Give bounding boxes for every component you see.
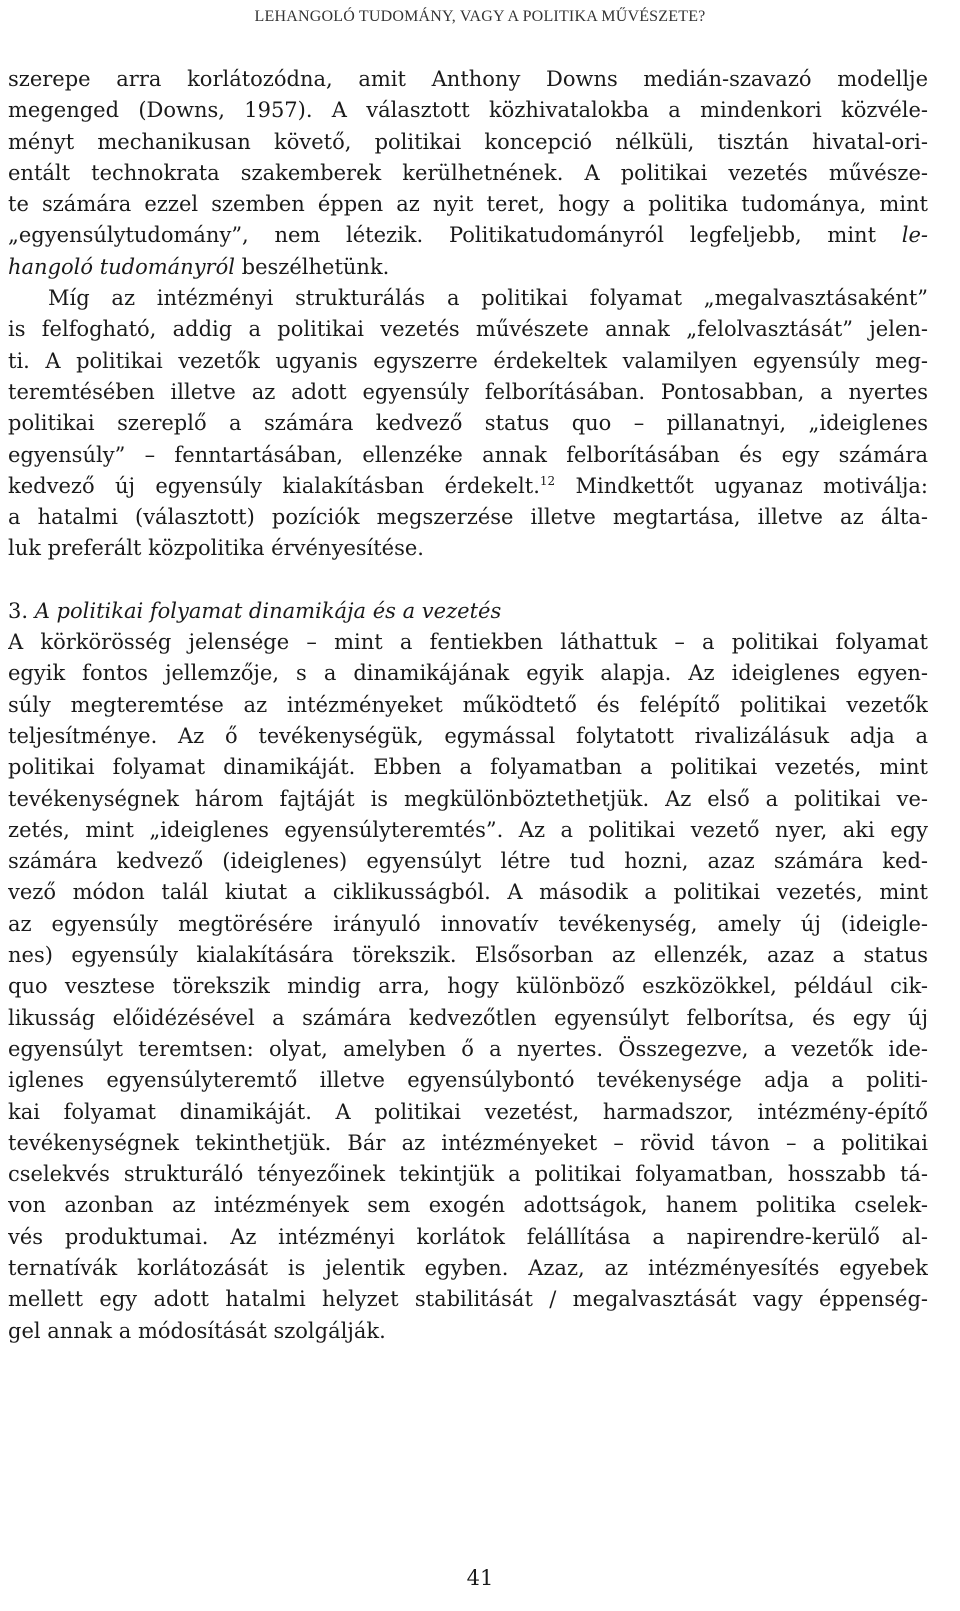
text-line: luk preferált közpolitika érvényesítése.	[8, 536, 424, 561]
running-header: LEHANGOLÓ TUDOMÁNY, VAGY A POLITIKA MŰVÉSZETE?	[254, 8, 706, 25]
text-line: A körkörösség jelensége – mint a fentiekben láthattuk – a politikai folyamat	[8, 630, 928, 655]
section-spacer	[8, 565, 928, 596]
paragraph-1	[8, 64, 928, 283]
page-number: 41	[466, 1566, 494, 1590]
page-body	[8, 64, 928, 1347]
text-line	[8, 252, 928, 283]
text-line: tevékenységnek három fajtáját is megkülönböztethetjük. Az első a politikai ve-	[8, 786, 928, 811]
section-number: 3.	[8, 598, 35, 623]
text-line: mellett egy adott hatalmi helyzet stabilitását / megalvasztását vagy éppenség-	[8, 1287, 928, 1312]
paragraph-2	[8, 283, 928, 565]
text-line: quo vesztese törekszik mindig arra, hogy különböző eszközökkel, például cik-	[8, 974, 928, 999]
text-line: ternatívák korlátozását is jelentik egyben. Azaz, az intézményesítés egyebek	[8, 1255, 928, 1280]
text-line: számára kedvező (ideiglenes) egyensúlyt létre tud hozni, azaz számára ked-	[8, 849, 928, 874]
text-line: vés produktumai. Az intézményi korlátok felállítása a napirendre-kerülő al-	[8, 1224, 928, 1249]
text-segment: beszélhetünk.	[234, 254, 390, 279]
text-line: Míg az intézményi strukturálás a politikai folyamat „megalvasztásaként”	[48, 286, 928, 311]
text-line	[8, 471, 928, 502]
text-line: teremtésében illetve az adott egyensúly felborításában. Pontosabban, a nyertes	[8, 379, 928, 404]
text-line: te számára ezzel szemben éppen az nyit teret, hogy a politika tudománya, mint	[8, 192, 928, 217]
text-line: súly megteremtése az intézményeket működtető és felépítő politikai vezetők	[8, 692, 928, 717]
italic-term: le-	[901, 223, 928, 248]
text-line: entált technokrata szakemberek kerülhetnének. A politikai vezetés művésze-	[8, 160, 928, 185]
footnote-reference[interactable]: 12	[539, 473, 556, 488]
text-line: is felfogható, addig a politikai vezetés művészete annak „felolvasztását” jelen-	[8, 317, 928, 342]
italic-term: hangoló tudományról	[8, 254, 235, 279]
text-line	[8, 220, 928, 251]
text-line: von azonban az intézmények sem exogén adottságok, hanem politika cselek-	[8, 1193, 928, 1218]
text-line: politikai szereplő a számára kedvező status quo – pillanatnyi, „ideiglenes	[8, 411, 928, 436]
text-line: iglenes egyensúlyteremtő illetve egyensúlybontó tevékenysége adja a politi-	[8, 1068, 928, 1093]
text-line: likusság előidézésével a számára kedvezőtlen egyensúlyt felborítsa, és egy új	[8, 1005, 928, 1030]
text-segment: kedvező új egyensúly kialakításban érdekelt.	[8, 473, 540, 498]
text-line: megenged (Downs, 1957). A választott közhivatalokba a mindenkori közvéle-	[8, 98, 928, 123]
paragraph-3	[8, 627, 928, 1347]
text-line: zetés, mint „ideiglenes egyensúlyteremtés”. Az a politikai vezető nyer, aki egy	[8, 817, 928, 842]
text-segment: Mindkettőt ugyanaz motiválja:	[555, 473, 928, 498]
text-line: gel annak a módosítását szolgálják.	[8, 1318, 386, 1343]
text-line: ti. A politikai vezetők ugyanis egyszerre érdekeltek valamilyen egyensúly meg-	[8, 348, 928, 373]
text-line: politikai folyamat dinamikáját. Ebben a folyamatban a politikai vezetés, mint	[8, 755, 928, 780]
text-line: nes) egyensúly kialakítására törekszik. Elsősorban az ellenzék, azaz a status	[8, 943, 928, 968]
text-line: tevékenységnek tekinthetjük. Bár az intézményeket – rövid távon – a politikai	[8, 1130, 928, 1155]
text-line: az egyensúly megtörésére irányuló innovatív tevékenység, amely új (ideigle-	[8, 911, 928, 936]
section-heading	[8, 596, 928, 627]
text-line: cselekvés strukturáló tényezőinek tekintjük a politikai folyamatban, hosszabb tá-	[8, 1162, 928, 1187]
text-line: kai folyamat dinamikáját. A politikai vezetést, harmadszor, intézmény-építő	[8, 1099, 928, 1124]
text-segment: „egyensúlytudomány”, nem létezik. Politikatudományról legfeljebb, mint	[8, 223, 902, 248]
text-line: ményt mechanikusan követő, politikai koncepció nélküli, tisztán hivatal-ori-	[8, 129, 928, 154]
section-title: A politikai folyamat dinamikája és a vezetés	[34, 598, 502, 623]
text-line: szerepe arra korlátozódna, amit Anthony Downs medián-szavazó modellje	[8, 67, 928, 91]
text-line: a hatalmi (választott) pozíciók megszerzése illetve megtartása, illetve az álta-	[8, 505, 928, 530]
text-line: egyensúlyt teremtsen: olyat, amelyben ő a nyertes. Összegezve, a vezetők ide-	[8, 1036, 928, 1061]
text-line: egyensúly” – fenntartásában, ellenzéke annak felborításában és egy számára	[8, 442, 928, 467]
text-line: teljesítménye. Az ő tevékenységük, egymással folytatott rivalizálásuk adja a	[8, 723, 928, 748]
text-line: egyik fontos jellemzője, s a dinamikájának egyik alapja. Az ideiglenes egyen-	[8, 661, 928, 686]
text-line: vező módon talál kiutat a ciklikusságból. A második a politikai vezetés, mint	[8, 880, 928, 905]
